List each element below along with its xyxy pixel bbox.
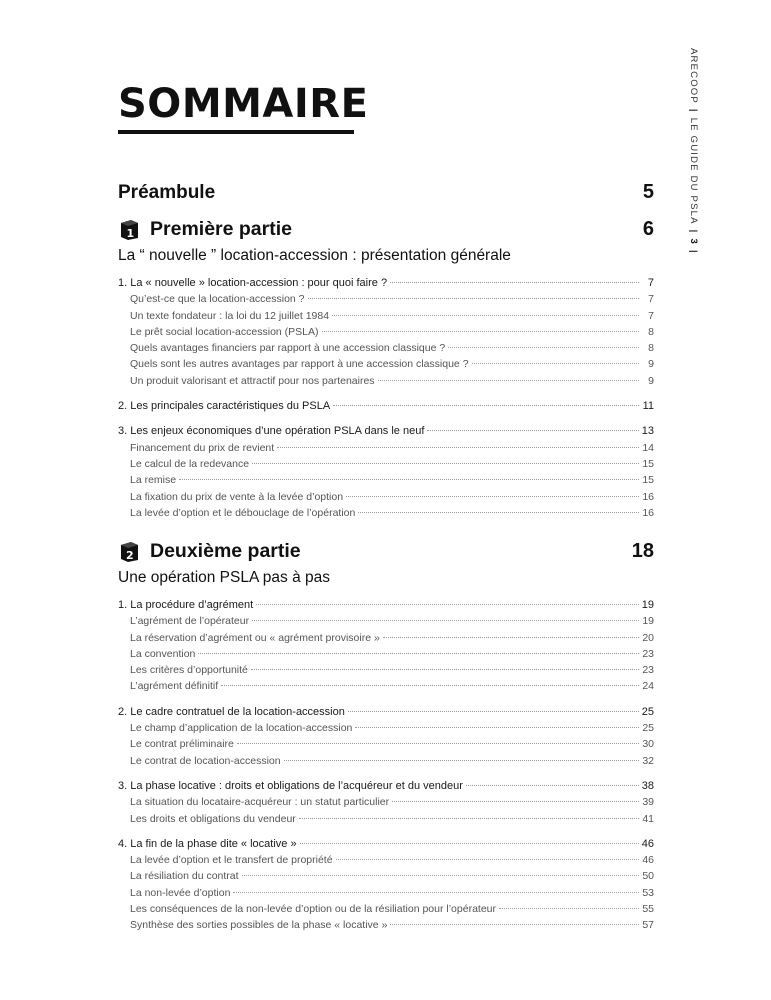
toc-subsection[interactable]: L’agrément définitif 24	[130, 680, 654, 693]
toc-section[interactable]: 3. Les enjeux économiques d’une opération PSLA dans le neuf 13	[118, 425, 654, 438]
toc-section[interactable]: 1. La « nouvelle » location-accession : pour quoi faire ? 7	[118, 277, 654, 289]
leader-dots	[308, 298, 639, 299]
part-2-toc	[118, 597, 654, 934]
leader-dots	[448, 347, 639, 348]
leader-dots	[378, 380, 639, 381]
running-head	[686, 48, 702, 278]
part-1-icon	[118, 218, 141, 241]
toc-subsection[interactable]: Le prêt social location-accession (PSLA) 8	[130, 325, 654, 338]
leader-dots	[336, 859, 639, 860]
leader-dots	[300, 843, 639, 844]
leader-dots	[392, 801, 639, 802]
toc-section[interactable]: 2. Les principales caractéristiques du PSLA 11	[118, 400, 654, 413]
toc-subsection[interactable]: Le champ d’application de la location-accession 25	[130, 722, 654, 735]
leader-dots	[277, 447, 639, 448]
part-2-page: 18	[631, 540, 654, 562]
leader-dots	[299, 818, 639, 819]
preambule-label: Préambule	[118, 181, 216, 203]
leader-dots	[237, 743, 639, 744]
leader-dots	[179, 479, 639, 480]
toc-subsection[interactable]: Le contrat de location-accession 32	[130, 754, 654, 767]
leader-dots	[333, 405, 639, 406]
leader-dots	[427, 430, 638, 431]
toc-subsection[interactable]: L’agrément de l’opérateur 19	[130, 615, 654, 628]
leader-dots	[390, 924, 639, 925]
toc-subsection[interactable]: Quels avantages financiers par rapport à une accession classique ? 8	[130, 342, 654, 355]
leader-dots	[221, 685, 639, 686]
toc-subsection[interactable]: La réservation d’agrément ou « agrément provisoire » 20	[130, 631, 654, 644]
leader-dots	[256, 604, 639, 605]
toc-subsection[interactable]: La convention 23	[130, 647, 654, 660]
toc-subsection[interactable]: Les critères d’opportunité 23	[130, 664, 654, 677]
part-2-label: Deuxième partie	[150, 540, 301, 562]
leader-dots	[233, 892, 639, 893]
leader-dots	[252, 463, 639, 464]
leader-dots	[355, 727, 639, 728]
svg-text:2: 2	[126, 549, 134, 562]
toc-subsection[interactable]: Le contrat préliminaire 30	[130, 738, 654, 751]
toc-section[interactable]: 4. La fin de la phase dite « locative » 46	[118, 837, 654, 850]
leader-dots	[284, 760, 639, 761]
leader-dots	[499, 908, 639, 909]
toc-subsection[interactable]: La fixation du prix de vente à la levée d’option 16	[130, 490, 654, 503]
running-head-page-number: 3	[688, 238, 699, 245]
toc-subsection[interactable]: Un texte fondateur : la loi du 12 juillet 1984 7	[130, 309, 654, 322]
leader-dots	[348, 711, 639, 712]
toc-preambule[interactable]	[118, 181, 654, 204]
part-1-label: Première partie	[150, 218, 292, 240]
toc-part-1[interactable]	[118, 218, 654, 241]
part-2-subtitle: Une opération PSLA pas à pas	[118, 569, 330, 586]
part-1-subtitle: La “ nouvelle ” location-accession : présentation générale	[118, 247, 511, 264]
running-head-separator: |	[688, 229, 699, 234]
toc-subsection[interactable]: Le calcul de la redevance 15	[130, 457, 654, 470]
leader-dots	[358, 512, 639, 513]
leader-dots	[332, 315, 639, 316]
running-head-guide: LE GUIDE DU PSLA	[688, 117, 699, 225]
leader-dots	[322, 331, 639, 332]
leader-dots	[383, 637, 639, 638]
toc-subsection[interactable]: La levée d’option et le débouclage de l’opération 16	[130, 506, 654, 519]
toc-subsection[interactable]: Quels sont les autres avantages par rapport à une accession classique ? 9	[130, 358, 654, 371]
leader-dots	[198, 653, 639, 654]
toc-section[interactable]: 1. La procédure d’agrément 19	[118, 599, 654, 611]
running-head-separator: |	[688, 249, 699, 254]
leader-dots	[466, 785, 639, 786]
toc-subsection[interactable]: Qu’est-ce que la location-accession ? 7	[130, 293, 654, 306]
running-head-separator: |	[688, 108, 699, 113]
toc-section[interactable]: 2. Le cadre contratuel de la location-accession 25	[118, 705, 654, 718]
toc-subsection[interactable]: La levée d’option et le transfert de propriété 46	[130, 854, 654, 867]
svg-text:1: 1	[126, 227, 135, 240]
leader-dots	[472, 363, 639, 364]
toc-subsection[interactable]: La non-levée d’option 53	[130, 886, 654, 899]
toc-part-2[interactable]	[118, 540, 654, 563]
leader-dots	[252, 620, 639, 621]
toc-subsection[interactable]: Les droits et obligations du vendeur 41	[130, 812, 654, 825]
part-1-toc	[118, 275, 654, 521]
preambule-page: 5	[642, 181, 654, 203]
toc-subsection[interactable]: Financement du prix de revient 14	[130, 441, 654, 454]
leader-dots	[390, 282, 639, 283]
leader-dots	[346, 496, 639, 497]
leader-dots	[242, 875, 639, 876]
part-2-icon	[118, 540, 141, 563]
toc-subsection[interactable]: Les conséquences de la non-levée d’option ou de la résiliation pour l’opérateur 55	[130, 903, 654, 916]
page-title: SOMMAIRE	[118, 81, 369, 127]
toc-subsection[interactable]: Un produit valorisant et attractif pour nos partenaires 9	[130, 374, 654, 387]
title-underline	[118, 130, 354, 134]
toc-subsection[interactable]: La remise 15	[130, 474, 654, 487]
toc-section[interactable]: 3. La phase locative : droits et obligations de l’acquéreur et du vendeur 38	[118, 779, 654, 792]
toc-subsection[interactable]: La situation du locataire-acquéreur : un statut particulier 39	[130, 796, 654, 809]
leader-dots	[251, 669, 639, 670]
toc-subsection[interactable]: Synthèse des sorties possibles de la phase « locative » 57	[130, 919, 654, 932]
running-head-publisher: ARECOOP	[688, 48, 699, 104]
toc-subsection[interactable]: La résiliation du contrat 50	[130, 870, 654, 883]
part-1-page: 6	[642, 218, 654, 240]
